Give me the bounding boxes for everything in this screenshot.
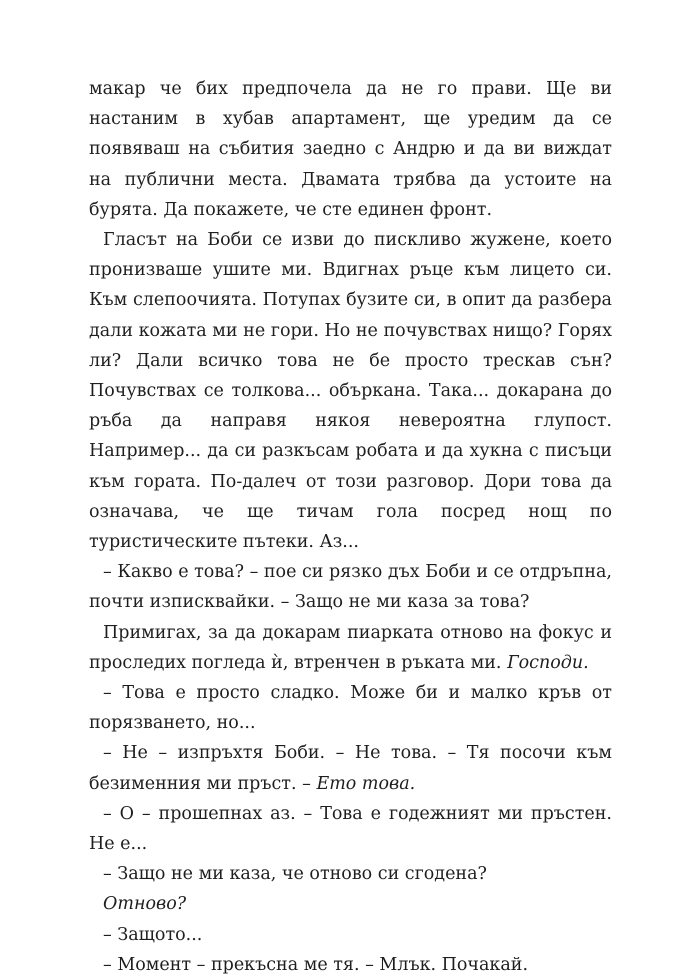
paragraph	[89, 74, 612, 225]
paragraph	[89, 799, 612, 859]
paragraph	[89, 225, 612, 557]
text-run: Гласът на Боби се изви до пискливо жужене, което пронизваше ушите ми. Вдигнах ръце към лицето си. Към слепоочията. Потупах бузите си, в опит да разбера дали кожата ми не гори. Но не почувствах нищо? Горях ли? Дали всичко това не бе просто трескав сън? Почувствах се толкова... объркана. Така... докарана до ръба да направя някоя невероятна глупост. Например... да си разкъсам робата и да хукна с писъци към гората. По-далеч от този разговор. Дори това да означава, че ще тичам гола посред нощ по туристическите пътеки. Аз...	[89, 230, 612, 553]
text-run: – Не – изпръхтя Боби. – Не това. – Тя посочи към безименния ми пръст. –	[89, 743, 612, 794]
text-run: макар че бих предпочела да не го прави. Ще ви настаним в хубав апартамент, ще уредим да се появяваш на събития заедно с Андрю и да ви виждат на публични места. Двамата трябва да устоите на бурята. Да покажете, че сте единен фронт.	[89, 79, 612, 220]
paragraph	[89, 557, 612, 617]
text-run: Примигах, за да докарам пиарката отново на фокус и проследих погледа ѝ, втренчен в ръката ми.	[89, 622, 612, 673]
page-body	[89, 74, 612, 980]
paragraph	[89, 950, 612, 980]
italic-text: Отново?	[103, 894, 187, 915]
paragraph	[89, 678, 612, 738]
italic-text: Ето това.	[316, 773, 416, 794]
paragraph	[89, 859, 612, 889]
text-run: – Момент – прекъсна ме тя. – Млък. Почакай.	[103, 954, 529, 975]
text-run: – О – прошепнах аз. – Това е годежният ми пръстен. Не е...	[89, 803, 612, 855]
text-run: – Защото...	[103, 924, 203, 945]
paragraph	[89, 738, 612, 798]
text-run: – Какво е това? – пое си рязко дъх Боби и се отдръпна, почти изписквайки. – Защо не ми каза за това?	[89, 562, 612, 613]
italic-text: Господи.	[507, 652, 589, 673]
text-run: – Това е просто сладко. Може би и малко кръв от порязването, но...	[89, 683, 612, 734]
paragraph	[89, 889, 612, 919]
text-run: – Защо не ми каза, че отново си сгодена?	[103, 864, 487, 885]
paragraph	[89, 920, 612, 950]
paragraph	[89, 618, 612, 678]
